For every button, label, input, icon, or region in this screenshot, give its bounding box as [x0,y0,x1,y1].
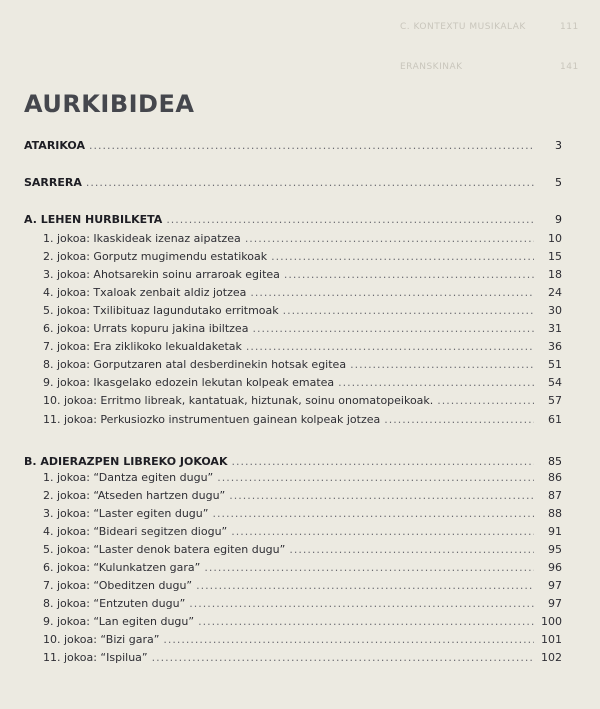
toc-entry-label: 9. jokoa: “Lan egiten dugu” [43,615,195,628]
toc-entry[interactable] [43,507,562,520]
toc-entry[interactable] [43,413,562,426]
toc-entry[interactable] [43,561,562,574]
toc-entry[interactable] [43,525,562,538]
toc-dot-leader [246,340,534,353]
toc-dot-leader [217,471,534,484]
toc-page-number: 97 [548,579,562,592]
page-title: AURKIBIDEA [24,90,195,118]
toc-entry[interactable] [43,615,562,628]
toc-page-number: 54 [548,376,562,389]
toc-entry[interactable] [43,250,562,263]
toc-page-number: 102 [541,651,562,664]
toc-dot-leader [338,376,534,389]
toc-entry[interactable] [43,232,562,245]
toc-section[interactable] [24,139,562,152]
toc-dot-leader [86,176,534,189]
toc-entry[interactable] [43,358,562,371]
toc-entry[interactable] [43,489,562,502]
toc-page-number: 31 [548,322,562,335]
ghost-header-page: 141 [560,62,579,72]
toc-entry-label: 5. jokoa: “Laster denok batera egiten dugu” [43,543,286,556]
toc-entry-label: 1. jokoa: “Dantza egiten dugu” [43,471,214,484]
toc-page-number: 30 [548,304,562,317]
toc-entry[interactable] [43,376,562,389]
toc-page-number: 95 [548,543,562,556]
toc-entry[interactable] [43,304,562,317]
toc-page-number: 100 [541,615,562,628]
toc-dot-leader [89,139,534,152]
toc-entry[interactable] [43,651,562,664]
toc-page-number: 85 [548,455,562,468]
toc-dot-leader [231,525,534,538]
toc-dot-leader [350,358,534,371]
toc-page-number: 97 [548,597,562,610]
toc-section[interactable] [24,176,562,189]
toc-dot-leader [196,579,534,592]
toc-entry-label: 3. jokoa: “Laster egiten dugu” [43,507,209,520]
toc-entry[interactable] [43,286,562,299]
toc-page-number: 87 [548,489,562,502]
ghost-header-line [400,62,579,72]
toc-entry-label: 8. jokoa: Gorputzaren atal desberdinekin hotsak egitea [43,358,347,371]
ghost-header-label: ERANSKINAK [400,62,463,72]
toc-page-number: 10 [548,232,562,245]
toc-page-number: 86 [548,471,562,484]
toc-entry-label: 10. jokoa: Erritmo libreak, kantatuak, hiztunak, soinu onomatopeikoak. [43,394,434,407]
toc-entry-label: 7. jokoa: “Obeditzen dugu” [43,579,193,592]
ghost-header-page: 111 [560,22,579,32]
toc-dot-leader [437,394,534,407]
toc-page-number: 91 [548,525,562,538]
toc-page-number: 51 [548,358,562,371]
toc-entry-label: 7. jokoa: Era ziklikoko lekualdaketak [43,340,242,353]
toc-page-number: 9 [555,213,562,226]
toc-page-number: 15 [548,250,562,263]
toc-entry-label: 2. jokoa: “Atseden hartzen dugu” [43,489,226,502]
toc-entry-label: 11. jokoa: Perkusiozko instrumentuen gainean kolpeak jotzea [43,413,381,426]
toc-dot-leader [245,232,534,245]
toc-section[interactable] [24,213,562,226]
toc-dot-leader [204,561,534,574]
toc-dot-leader [250,286,534,299]
toc-page-number: 5 [555,176,562,189]
toc-entry-label: 10. jokoa: “Bizi gara” [43,633,160,646]
toc-entry-label: 9. jokoa: Ikasgelako edozein lekutan kolpeak ematea [43,376,335,389]
toc-page-number: 101 [541,633,562,646]
toc-entry[interactable] [43,322,562,335]
toc-entry[interactable] [43,340,562,353]
toc-entry[interactable] [43,268,562,281]
toc-entry[interactable] [43,394,562,407]
toc-dot-leader [189,597,534,610]
toc-dot-leader [384,413,534,426]
toc-dot-leader [166,213,534,226]
toc-page-number: 3 [555,139,562,152]
ghost-header-label: C. KONTEXTU MUSIKALAK [400,22,526,32]
toc-entry-label: 8. jokoa: “Entzuten dugu” [43,597,186,610]
toc-entry[interactable] [43,579,562,592]
toc-page-number: 24 [548,286,562,299]
toc-page-number: 18 [548,268,562,281]
toc-dot-leader [252,322,534,335]
toc-entry-label: 2. jokoa: Gorputz mugimendu estatikoak [43,250,268,263]
toc-entry[interactable] [43,633,562,646]
toc-entry-label: 4. jokoa: Txaloak zenbait aldiz jotzea [43,286,247,299]
toc-page-number: 88 [548,507,562,520]
toc-section-label: B. ADIERAZPEN LIBREKO JOKOAK [24,455,228,468]
toc-section-label: SARRERA [24,176,82,189]
toc-section-label: A. LEHEN HURBILKETA [24,213,163,226]
toc-page-number: 61 [548,413,562,426]
toc-page-number: 96 [548,561,562,574]
toc-dot-leader [284,268,534,281]
toc-dot-leader [231,455,534,468]
toc-dot-leader [229,489,534,502]
toc-entry[interactable] [43,597,562,610]
toc-dot-leader [289,543,534,556]
toc-entry[interactable] [43,543,562,556]
toc-dot-leader [271,250,534,263]
toc-entry-label: 6. jokoa: “Kulunkatzen gara” [43,561,201,574]
toc-entry-label: 6. jokoa: Urrats kopuru jakina ibiltzea [43,322,249,335]
toc-entry[interactable] [43,471,562,484]
toc-entry-label: 4. jokoa: “Bideari segitzen diogu” [43,525,228,538]
toc-entry-label: 1. jokoa: Ikaskideak izenaz aipatzea [43,232,241,245]
toc-dot-leader [198,615,534,628]
toc-entry-label: 11. jokoa: “Ispilua” [43,651,148,664]
toc-section[interactable] [24,455,562,468]
toc-dot-leader [152,651,534,664]
ghost-header-line [400,22,579,32]
toc-page-number: 57 [548,394,562,407]
toc-section-label: ATARIKOA [24,139,85,152]
toc-dot-leader [283,304,534,317]
toc-page-number: 36 [548,340,562,353]
toc-entry-label: 5. jokoa: Txilibituaz lagundutako erritmoak [43,304,279,317]
toc-entry-label: 3. jokoa: Ahotsarekin soinu arraroak egitea [43,268,280,281]
toc-dot-leader [163,633,534,646]
toc-dot-leader [212,507,534,520]
